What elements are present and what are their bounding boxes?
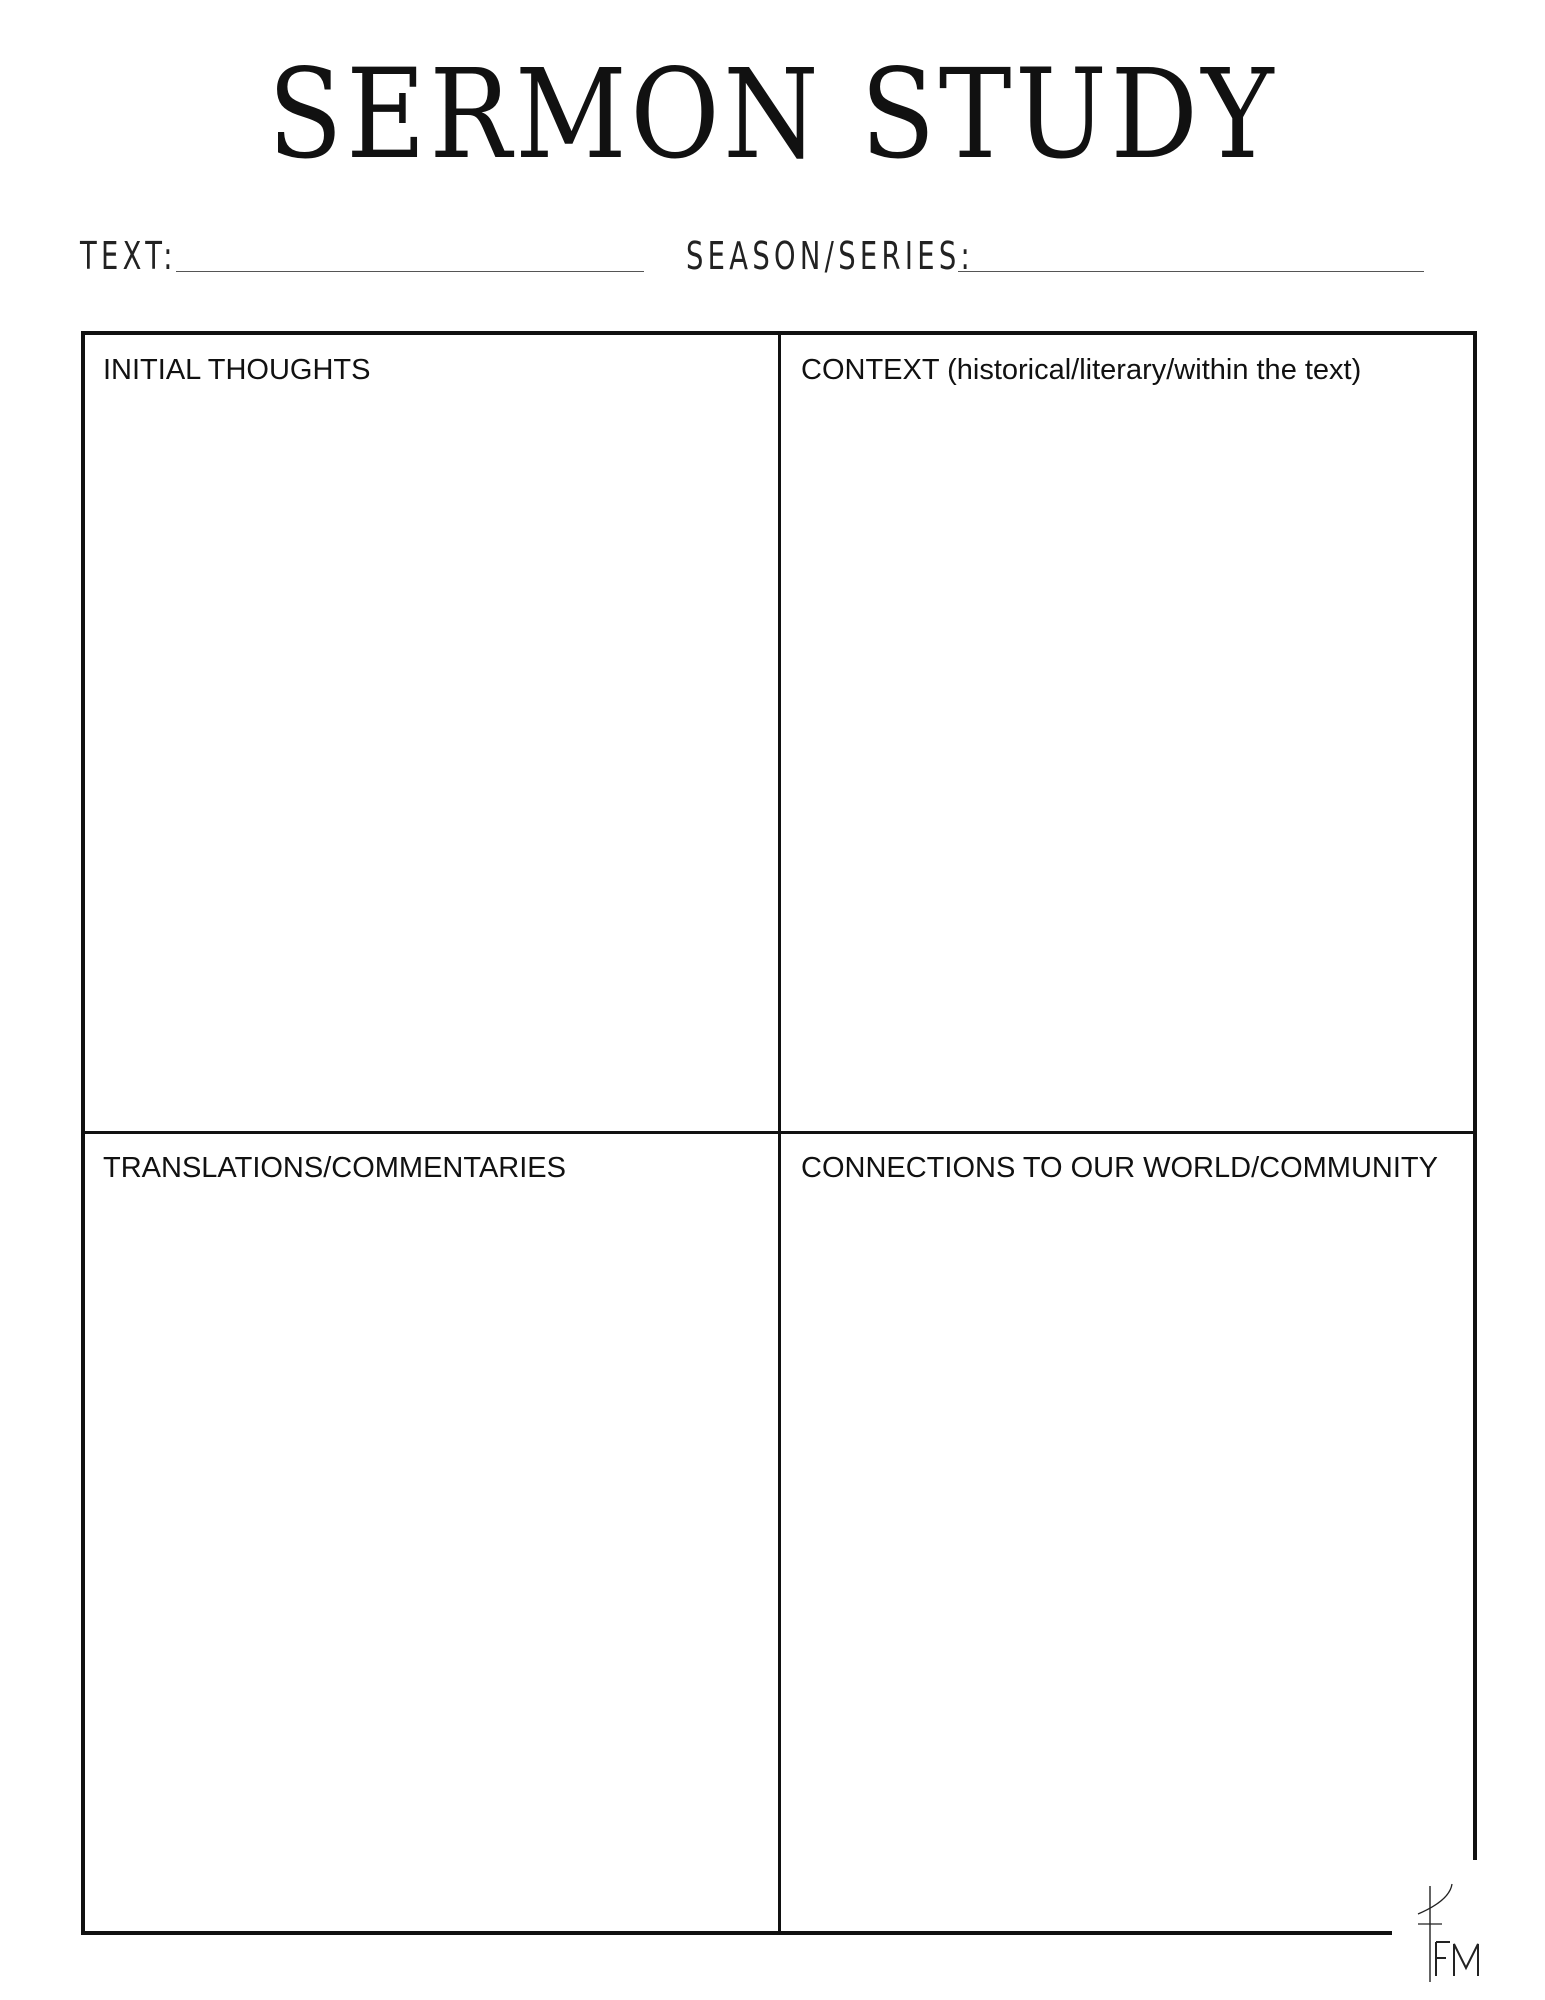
grid-border-bottom	[81, 1931, 1392, 1935]
study-grid	[81, 331, 1477, 1935]
text-field-label: TEXT:	[80, 234, 177, 278]
section-initial-thoughts: INITIAL THOUGHTS	[103, 354, 371, 386]
season-series-field	[686, 228, 1086, 278]
section-translations-commentaries: TRANSLATIONS/COMMENTARIES	[103, 1152, 566, 1184]
text-field-line[interactable]	[176, 271, 644, 272]
fm-logo	[1392, 1878, 1502, 1988]
season-series-field-line[interactable]	[958, 271, 1424, 272]
season-series-field-label: SEASON/SERIES:	[686, 234, 975, 278]
page-title: SERMON STUDY	[267, 43, 1278, 187]
grid-border-right	[1473, 331, 1477, 1860]
grid-divider-horizontal	[81, 1131, 1477, 1134]
text-field	[80, 228, 214, 278]
fm-logo-icon	[1392, 1878, 1502, 1988]
section-context: CONTEXT (historical/literary/within the text)	[801, 354, 1362, 386]
section-connections: CONNECTIONS TO OUR WORLD/COMMUNITY	[801, 1152, 1438, 1184]
